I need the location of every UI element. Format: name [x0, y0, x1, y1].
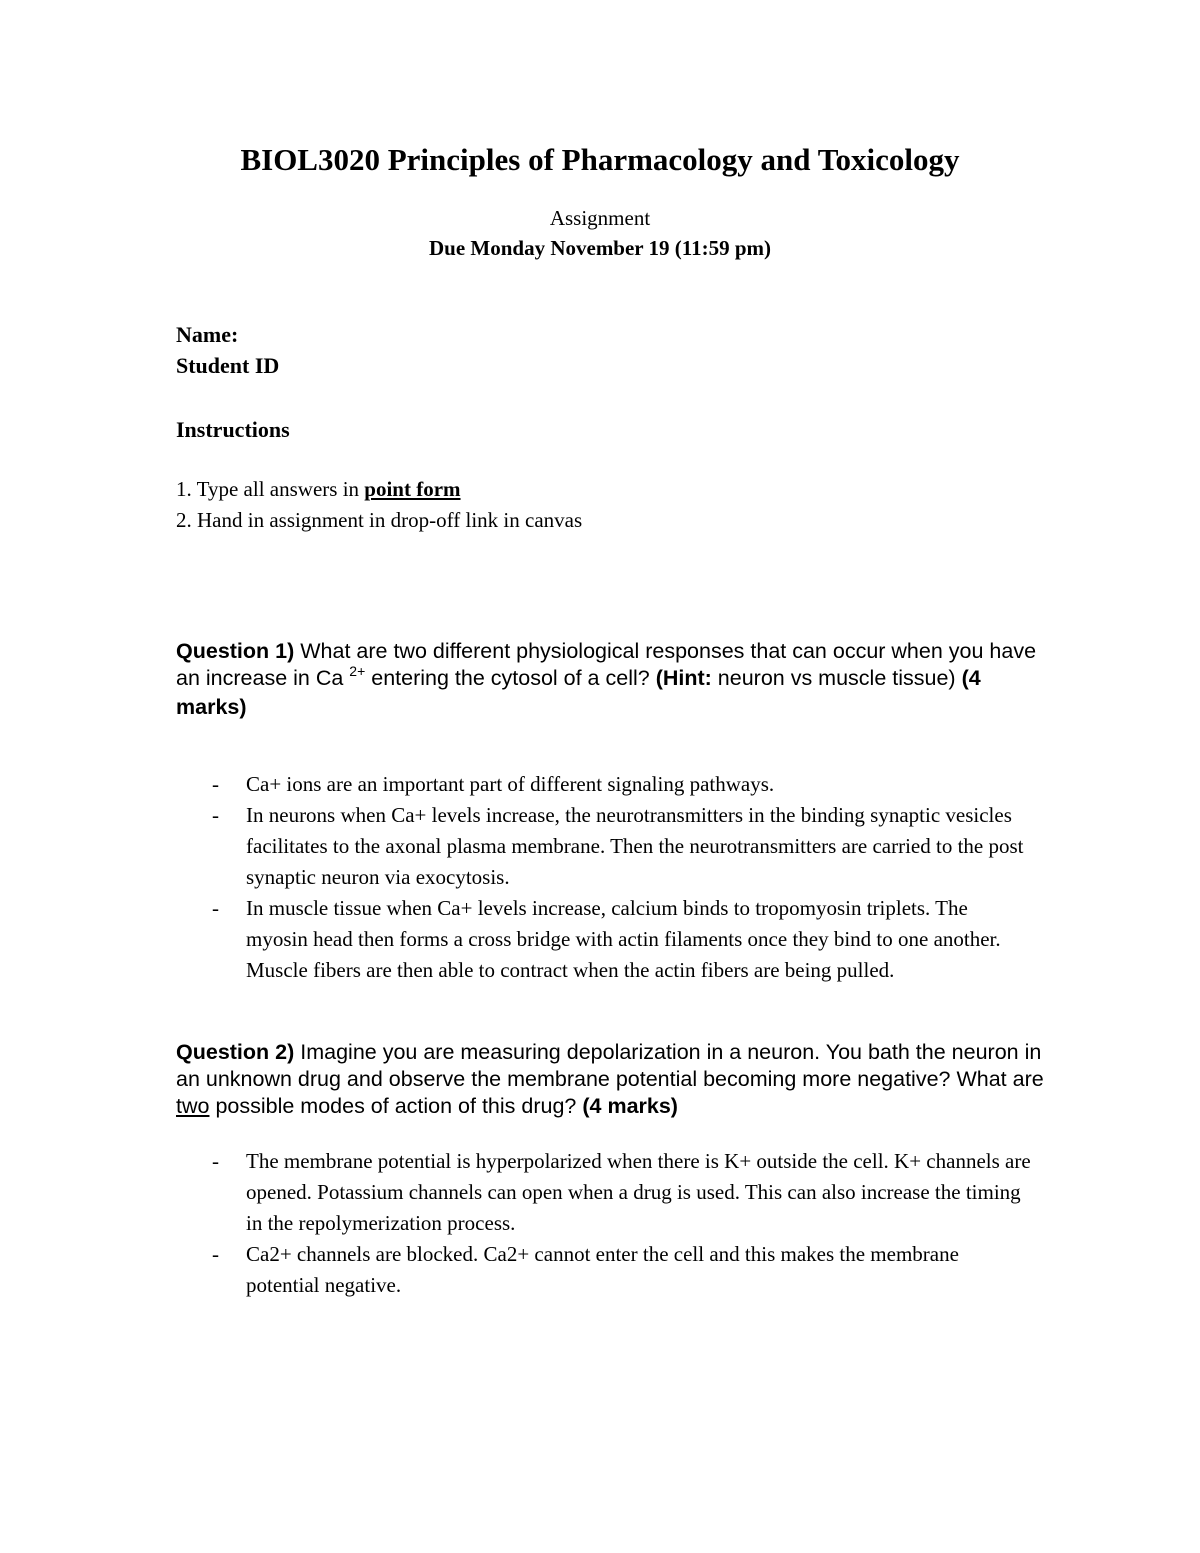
- marks: (4 marks): [176, 666, 981, 719]
- instructions-heading: Instructions: [176, 417, 290, 442]
- marks: (4 marks): [582, 1094, 678, 1118]
- bullet-dash: -: [212, 1149, 219, 1173]
- answer-item: [212, 1146, 1032, 1239]
- document-title: BIOL3020 Principles of Pharmacology and Toxicology: [240, 142, 960, 177]
- answer-item: [212, 1239, 1032, 1301]
- question-label: Question 2): [176, 1040, 295, 1064]
- answer-text: Ca2+ channels are blocked. Ca2+ cannot enter the cell and this makes the membrane potential negative.: [246, 1242, 959, 1297]
- question-1-answers: [212, 769, 1032, 986]
- question-emphasis: two: [176, 1094, 210, 1118]
- instruction-emphasis: point form: [364, 477, 461, 501]
- instructions-list: [176, 474, 1076, 536]
- bullet-dash: -: [212, 896, 219, 920]
- question-text: entering the cytosol of a cell?: [365, 666, 656, 690]
- due-date: Due Monday November 19 (11:59 pm): [428, 236, 771, 260]
- instruction-item: 2. Hand in assignment in drop-off link in canvas: [176, 508, 583, 532]
- answer-item: [212, 893, 1032, 986]
- instruction-item: [176, 474, 1076, 505]
- bullet-dash: -: [212, 1242, 219, 1266]
- answer-text: The membrane potential is hyperpolarized when there is K+ outside the cell. K+ channels are opened. Potassium channels can open when a drug is used. This can also increase the timing in the repolymerization process.: [246, 1149, 1031, 1235]
- question-label: Question 1): [176, 639, 295, 663]
- bullet-dash: -: [212, 803, 219, 827]
- superscript: 2+: [349, 663, 366, 679]
- name-label: Name:: [176, 322, 239, 347]
- question-2-answers: [212, 1146, 1032, 1301]
- document-subtitle: Assignment: [549, 206, 651, 230]
- question-text: Imagine you are measuring depolarization in a neuron. You bath the neuron in an unknown drug and observe the membrane potential becoming more negative? What are: [176, 1040, 1044, 1091]
- hint-text: neuron vs muscle tissue): [711, 666, 962, 690]
- question-text: possible modes of action of this drug?: [209, 1094, 583, 1118]
- hint-label: (Hint:: [655, 666, 712, 690]
- bullet-dash: -: [212, 772, 219, 796]
- question-2: [176, 1039, 1046, 1120]
- instruction-text: 1. Type all answers in: [176, 477, 365, 501]
- question-text: What are two different physiological responses that can occur when you have an increase in Ca: [176, 639, 1037, 690]
- answer-item: [212, 769, 1032, 800]
- student-id-label: Student ID: [176, 353, 280, 378]
- answer-text: In neurons when Ca+ levels increase, the neurotransmitters in the binding synaptic vesicles facilitates to the axonal plasma membrane. Then the neurotransmitters are carried to the post synaptic neuron via exocytosis.: [246, 803, 1024, 889]
- answer-item: [212, 800, 1032, 893]
- question-1: [176, 638, 1046, 721]
- answer-text: In muscle tissue when Ca+ levels increase, calcium binds to tropomyosin triplets. The myosin head then forms a cross bridge with actin filaments once they bind to one another. Muscle fibers are then able to contract when the actin fibers are being pulled.: [246, 896, 1001, 982]
- answer-text: Ca+ ions are an important part of different signaling pathways.: [246, 772, 775, 796]
